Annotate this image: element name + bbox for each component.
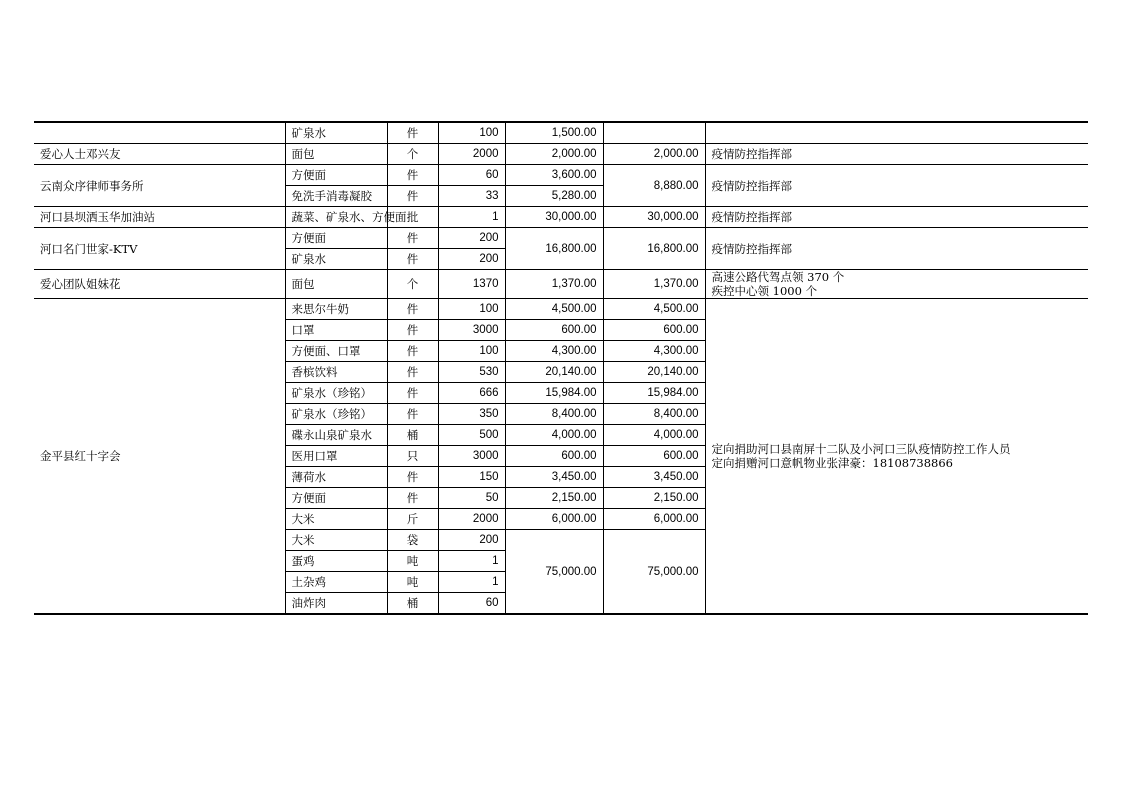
value-cell: 2,000.00: [505, 144, 603, 165]
unit-cell: 件: [387, 320, 438, 341]
total-cell: 20,140.00: [603, 362, 705, 383]
item-cell: 方便面: [285, 228, 387, 249]
item-cell: 矿泉水（珍铭）: [285, 404, 387, 425]
value-cell: 8,400.00: [505, 404, 603, 425]
total-cell: 75,000.00: [603, 530, 705, 615]
quantity-cell: 100: [438, 341, 505, 362]
note-cell: 高速公路代驾点领 370 个 疾控中心领 1000 个: [705, 270, 1088, 299]
value-cell: 3,600.00: [505, 165, 603, 186]
value-cell: 30,000.00: [505, 207, 603, 228]
item-cell: 香槟饮料: [285, 362, 387, 383]
note-cell: 疫情防控指挥部: [705, 144, 1088, 165]
total-cell: 8,880.00: [603, 165, 705, 207]
quantity-cell: 100: [438, 122, 505, 144]
unit-cell: 吨: [387, 572, 438, 593]
total-cell: 4,300.00: [603, 341, 705, 362]
donor-cell: 金平县红十字会: [34, 299, 285, 615]
table-row: [34, 228, 1088, 249]
note-cell: 疫情防控指挥部: [705, 228, 1088, 270]
unit-cell: 件: [387, 122, 438, 144]
total-cell: 4,000.00: [603, 425, 705, 446]
donor-cell: 河口名门世家-KTV: [34, 228, 285, 270]
item-cell: 免洗手消毒凝胶: [285, 186, 387, 207]
value-cell: 4,300.00: [505, 341, 603, 362]
item-cell: 薄荷水: [285, 467, 387, 488]
total-cell: 16,800.00: [603, 228, 705, 270]
value-cell: 2,150.00: [505, 488, 603, 509]
unit-cell: 件: [387, 488, 438, 509]
total-cell: 4,500.00: [603, 299, 705, 320]
quantity-cell: 530: [438, 362, 505, 383]
donor-cell: [34, 122, 285, 144]
total-cell: 2,000.00: [603, 144, 705, 165]
quantity-cell: 200: [438, 249, 505, 270]
quantity-cell: 33: [438, 186, 505, 207]
item-cell: 来思尔牛奶: [285, 299, 387, 320]
total-cell: 8,400.00: [603, 404, 705, 425]
unit-cell: 件: [387, 299, 438, 320]
value-cell: 600.00: [505, 320, 603, 341]
value-cell: 1,370.00: [505, 270, 603, 299]
table-row: [34, 122, 1088, 144]
unit-cell: 件: [387, 362, 438, 383]
unit-cell: 只: [387, 446, 438, 467]
value-cell: 5,280.00: [505, 186, 603, 207]
note-cell: 定向捐助河口县南屏十二队及小河口三队疫情防控工作人员 定向捐赠河口意帆物业张津豪：18108738866: [705, 299, 1088, 615]
item-cell: 面包: [285, 144, 387, 165]
donor-cell: 爱心团队姐妹花: [34, 270, 285, 299]
quantity-cell: 50: [438, 488, 505, 509]
value-cell: 20,140.00: [505, 362, 603, 383]
table-row: [34, 207, 1088, 228]
total-cell: 1,370.00: [603, 270, 705, 299]
quantity-cell: 150: [438, 467, 505, 488]
unit-cell: 件: [387, 186, 438, 207]
item-cell: 方便面: [285, 488, 387, 509]
donations-table: [34, 121, 1088, 615]
item-cell: 矿泉水: [285, 122, 387, 144]
unit-cell: 个: [387, 144, 438, 165]
item-cell: 蛋鸡: [285, 551, 387, 572]
item-cell: 油炸肉: [285, 593, 387, 615]
unit-cell: 袋: [387, 530, 438, 551]
quantity-cell: 3000: [438, 446, 505, 467]
item-cell: 医用口罩: [285, 446, 387, 467]
item-cell: 方便面: [285, 165, 387, 186]
table-row: [34, 165, 1088, 186]
total-cell: 3,450.00: [603, 467, 705, 488]
item-cell: 蔬菜、矿泉水、方便面: [285, 207, 387, 228]
item-cell: 大米: [285, 509, 387, 530]
total-cell: 30,000.00: [603, 207, 705, 228]
value-cell: 3,450.00: [505, 467, 603, 488]
donor-cell: 爱心人士邓兴友: [34, 144, 285, 165]
item-cell: 方便面、口罩: [285, 341, 387, 362]
total-cell: 6,000.00: [603, 509, 705, 530]
unit-cell: 件: [387, 228, 438, 249]
quantity-cell: 60: [438, 165, 505, 186]
unit-cell: 个: [387, 270, 438, 299]
item-cell: 口罩: [285, 320, 387, 341]
quantity-cell: 2000: [438, 144, 505, 165]
quantity-cell: 1370: [438, 270, 505, 299]
donor-cell: 河口县坝洒玉华加油站: [34, 207, 285, 228]
total-cell: 2,150.00: [603, 488, 705, 509]
value-cell: 600.00: [505, 446, 603, 467]
unit-cell: 件: [387, 383, 438, 404]
quantity-cell: 1: [438, 572, 505, 593]
value-cell: 4,000.00: [505, 425, 603, 446]
quantity-cell: 2000: [438, 509, 505, 530]
unit-cell: 件: [387, 165, 438, 186]
unit-cell: 件: [387, 341, 438, 362]
note-cell: [705, 122, 1088, 144]
value-cell: 75,000.00: [505, 530, 603, 615]
table-row: [34, 144, 1088, 165]
unit-cell: 件: [387, 467, 438, 488]
table-row: [34, 270, 1088, 299]
quantity-cell: 1: [438, 207, 505, 228]
quantity-cell: 200: [438, 530, 505, 551]
value-cell: 6,000.00: [505, 509, 603, 530]
donor-cell: 云南众序律师事务所: [34, 165, 285, 207]
item-cell: 碟永山泉矿泉水: [285, 425, 387, 446]
item-cell: 矿泉水（珍铭）: [285, 383, 387, 404]
quantity-cell: 3000: [438, 320, 505, 341]
quantity-cell: 666: [438, 383, 505, 404]
quantity-cell: 100: [438, 299, 505, 320]
unit-cell: 批: [387, 207, 438, 228]
quantity-cell: 60: [438, 593, 505, 615]
unit-cell: 吨: [387, 551, 438, 572]
item-cell: 大米: [285, 530, 387, 551]
donation-sheet: [34, 121, 1088, 615]
table-row: [34, 299, 1088, 320]
total-cell: 600.00: [603, 320, 705, 341]
quantity-cell: 200: [438, 228, 505, 249]
unit-cell: 斤: [387, 509, 438, 530]
total-cell: 15,984.00: [603, 383, 705, 404]
total-cell: [603, 122, 705, 144]
note-cell: 疫情防控指挥部: [705, 165, 1088, 207]
unit-cell: 桶: [387, 425, 438, 446]
unit-cell: 件: [387, 249, 438, 270]
unit-cell: 桶: [387, 593, 438, 615]
item-cell: 土杂鸡: [285, 572, 387, 593]
item-cell: 矿泉水: [285, 249, 387, 270]
quantity-cell: 500: [438, 425, 505, 446]
note-cell: 疫情防控指挥部: [705, 207, 1088, 228]
total-cell: 600.00: [603, 446, 705, 467]
value-cell: 4,500.00: [505, 299, 603, 320]
quantity-cell: 350: [438, 404, 505, 425]
unit-cell: 件: [387, 404, 438, 425]
value-cell: 16,800.00: [505, 228, 603, 270]
quantity-cell: 1: [438, 551, 505, 572]
value-cell: 1,500.00: [505, 122, 603, 144]
value-cell: 15,984.00: [505, 383, 603, 404]
item-cell: 面包: [285, 270, 387, 299]
